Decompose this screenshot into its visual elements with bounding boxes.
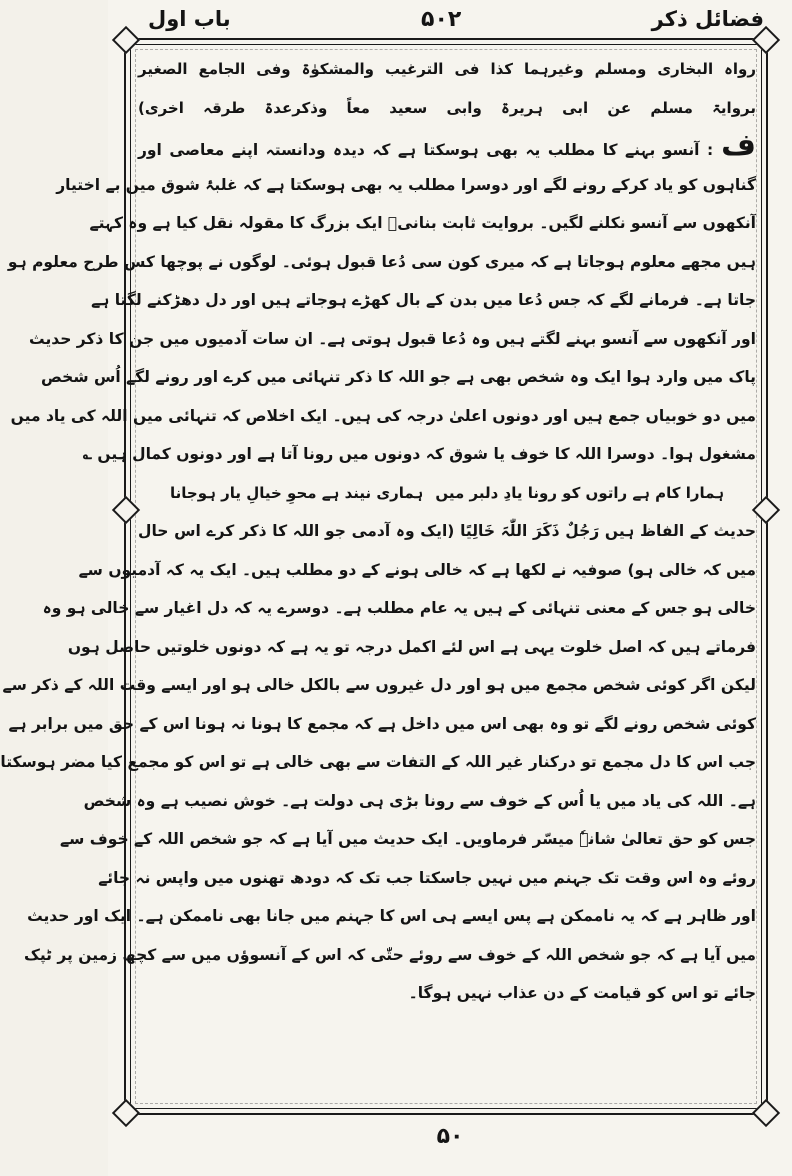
text-line: حدیث کے الفاظ ہیں رَجُلٌ ذَکَرَ اللّٰہَ خَالِیًا (ایک وہ آدمی جو اللہ کا ذکر کرے اس حال xyxy=(138,522,756,540)
text-line: ہے۔ اللہ کی یاد میں یا اُس کے خوف سے رونا بڑی ہی دولت ہے۔ خوش نصیب ہے وہ شخص xyxy=(83,791,756,810)
text-line: میں دو خوبیاں جمع ہیں اور دونوں اعلیٰ درجہ کی ہیں۔ ایک اخلاص کہ تنہائی میں اللہ کی یاد میں xyxy=(10,406,756,425)
chapter-title: باب اول xyxy=(148,7,231,31)
border-ornament-icon xyxy=(752,1099,780,1127)
border-ornament-icon xyxy=(112,1099,140,1127)
text-line xyxy=(138,127,756,166)
text-line: گناہوں کو یاد کرکے رونے لگے اور دوسرا مطلب یہ بھی ہوسکتا ہے کہ غلبۂ شوق میں بے اختیار xyxy=(56,175,756,194)
poetry-couplet xyxy=(138,474,756,513)
text-line: بروایۃ مسلم عن ابی ہریرۃ وابی سعید معاً وذکرعدۃ طرقہ اخری) xyxy=(138,98,756,117)
text-line: میں کہ خالی ہو) صوفیہ نے لکھا ہے کہ خالی ہونے کے دو مطلب ہیں۔ ایک یہ کہ آدمیوں سے xyxy=(78,560,756,579)
verse-right: ہمارا کام ہے راتوں کو رونا یادِ دلبر میں xyxy=(435,483,724,502)
border-ornament-icon xyxy=(112,26,140,54)
text-line: میں آیا ہے کہ جو شخص اللہ کے خوف سے روئے حتّٰی کہ اس کے آنسوؤں میں سے کچھ زمین پر ٹپک xyxy=(23,945,756,964)
text-line: مشغول ہوا۔ دوسرا اللہ کا خوف یا شوق کہ دونوں میں رونا آتا ہے اور دونوں کمال ہیں ؎ xyxy=(82,445,756,463)
page-number: ۵۰۲ xyxy=(421,6,462,32)
text-line: آنکھوں سے آنسو نکلنے لگیں۔ بروایت ثابت بنانیؒ ایک بزرگ کا مقولہ نقل کیا ہے وہ کہتے xyxy=(89,214,756,232)
text-line: لیکن اگر کوئی شخص مجمع میں ہو اور دل غیروں سے بالکل خالی ہو اور ایسے وقت اللہ کے ذکر سے xyxy=(2,676,756,694)
border-ornament-icon xyxy=(752,496,780,524)
text-line: ہیں مجھے معلوم ہوجاتا ہے کہ میری کون سی دُعا قبول ہوئی۔ لوگوں نے پوچھا کس طرح معلوم ہو xyxy=(7,252,756,271)
footer-page-number: ۵۰ xyxy=(436,1124,464,1149)
book-title: فضائل ذکر xyxy=(651,7,764,31)
text-line: اور آنکھوں سے آنسو بہنے لگتے ہیں وہ دُعا قبول ہوتی ہے۔ ان سات آدمیوں میں جن کا ذکر حدیث xyxy=(29,329,756,348)
border-ornament-icon xyxy=(112,496,140,524)
page-body xyxy=(0,50,756,1013)
text-line: جاتا ہے۔ فرمانے لگے کہ جس دُعا میں بدن کے بال کھڑے ہوجاتے ہیں اور دل دھڑکنے لگتا ہے xyxy=(91,291,756,309)
text-line: اور ظاہر ہے کہ یہ ناممکن ہے پس ایسے ہی اس کا جہنم میں جانا بھی ناممکن ہے۔ ایک اور حدیث xyxy=(27,907,756,925)
footnote-marker: ف xyxy=(721,128,756,163)
text-line: جائے تو اس کو قیامت کے دن عذاب نہیں ہوگا۔ xyxy=(408,984,756,1002)
text-line: پاک میں وارد ہوا ایک وہ شخص بھی ہے جو اللہ کا ذکر تنہائی میں کرے اور رونے لگے اُس شخص xyxy=(41,368,756,386)
page-header xyxy=(148,4,764,34)
text-line: کوئی شخص رونے لگے تو وہ بھی اس میں داخل ہے کہ مجمع کا ہونا نہ ہونا اس کے حق میں برابر ہے xyxy=(8,714,756,733)
text-line: روئے وہ اس وقت تک جہنم میں نہیں جاسکتا جب تک کہ دودھ تھنوں میں واپس نہ جائے xyxy=(98,868,756,887)
text-line: خالی ہو جس کے معنی تنہائی کے ہیں یہ عام مطلب ہے۔ دوسرے یہ کہ دل اغیار سے خالی ہو وہ xyxy=(42,599,756,617)
text-line-content: : آنسو بہنے کا مطلب یہ بھی ہوسکتا ہے کہ دیدہ ودانستہ اپنے معاصی اور xyxy=(138,141,714,159)
text-line: جب اس کا دل مجمع تو درکنار غیر اللہ کے التفات سے بھی خالی ہے تو اس کو مجمع کیا مضر ہوسکتا xyxy=(0,753,756,771)
text-line: جس کو حق تعالیٰ شانہٗ میسّر فرماویں۔ ایک حدیث میں آیا ہے کہ جو شخص اللہ کے خوف سے xyxy=(60,830,756,848)
verse-left: ہماری نیند ہے محوِ خیالِ یار ہوجانا xyxy=(170,483,424,502)
text-line: رواہ البخاری ومسلم وغیرہما کذا فی الترغیب والمشکوٰۃ وفی الجامع الصغیر xyxy=(138,60,756,78)
text-line: فرماتے ہیں کہ اصل خلوت یہی ہے اس لئے اکمل درجہ تو یہ ہے کہ دونوں خلوتیں حاصل ہوں xyxy=(67,637,756,656)
